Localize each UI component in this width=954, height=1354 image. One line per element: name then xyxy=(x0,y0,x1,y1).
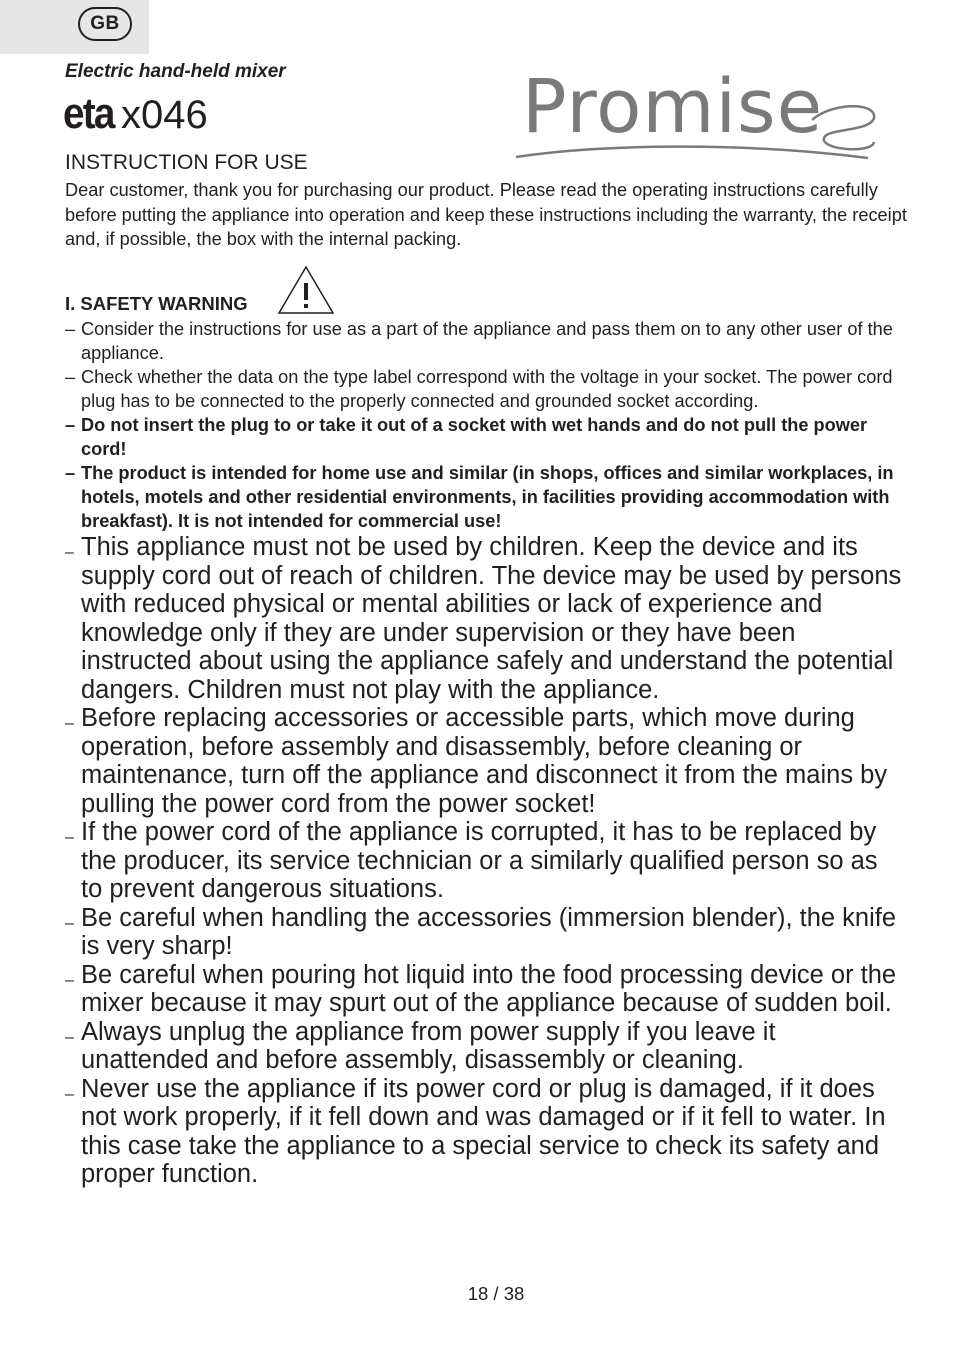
bullet-dash: – xyxy=(65,1085,74,1103)
bullet-dash: – xyxy=(65,463,76,483)
list-item-text: Before replacing accessories or accessible parts, which move during operation, before assembly and disassembly, before cleaning or maintenance, turn off the appliance and disconnect it from the mains by pulling the power cord from the power socket! xyxy=(81,704,888,818)
list-item-text: The product is intended for home use and similar (in shops, offices and similar workplaces, in hotels, motels and other residential environments, in facilities providing accommodation with breakfast). It is not intended for commercial use! xyxy=(81,463,894,531)
list-item xyxy=(65,1075,905,1189)
bullet-dash: – xyxy=(65,415,76,435)
bullet-dash: – xyxy=(65,715,74,732)
list-item xyxy=(65,317,905,365)
language-badge: GB xyxy=(78,7,132,41)
list-item-text: Consider the instructions for use as a part of the appliance and pass them on to any other user of the appliance. xyxy=(81,319,893,363)
brand-name: eta xyxy=(63,89,114,138)
list-item-text: If the power cord of the appliance is corrupted, it has to be replaced by the producer, its service technician or a similarly qualified person so as to prevent dangerous situations. xyxy=(81,818,878,903)
page-number: 18 / 38 xyxy=(467,1283,525,1304)
list-item xyxy=(65,704,905,818)
list-item-text: This appliance must not be used by children. Keep the device and its supply cord out of reach of children. The device may be used by persons with reduced physical or mental abilities or lack of experience and knowledge only if they are under supervision or they have been instructed about using the appliance safely and understand the potential dangers. Children must not play with the appliance. xyxy=(81,533,902,704)
intro-paragraph: Dear customer, thank you for purchasing our product. Please read the operating instructions carefully before putting the appliance into operation and keep these instructions including the warranty, the receipt and, if possible, the box with the internal packing. xyxy=(65,180,907,249)
safety-list xyxy=(65,317,905,1189)
list-item-text: Check whether the data on the type label correspond with the voltage in your socket. The power cord plug has to be connected to the properly connected and grounded socket according. xyxy=(81,367,893,411)
bullet-dash: – xyxy=(65,544,74,561)
bullet-dash: – xyxy=(65,367,76,387)
list-item-text: Do not insert the plug to or take it out of a socket with wet hands and do not pull the power cord! xyxy=(81,415,868,459)
model-number: x046 xyxy=(121,93,208,137)
bullet-dash: – xyxy=(65,914,74,932)
safety-warning-title: I. SAFETY WARNING xyxy=(65,293,248,314)
bullet-dash: – xyxy=(65,319,76,339)
warning-triangle-icon xyxy=(277,265,335,315)
list-item xyxy=(65,1018,905,1075)
list-item-text: Always unplug the appliance from power supply if you leave it unattended and before assembly, disassembly or cleaning. xyxy=(81,1017,776,1074)
list-item xyxy=(65,818,905,904)
list-item xyxy=(65,365,905,413)
bullet-dash: – xyxy=(65,829,74,846)
list-item xyxy=(65,904,905,961)
list-item xyxy=(65,461,905,533)
bullet-dash: – xyxy=(65,1028,74,1046)
list-item xyxy=(65,961,905,1018)
bullet-dash: – xyxy=(65,971,74,989)
list-item xyxy=(65,413,905,461)
list-item-text: Be careful when handling the accessories (immersion blender), the knife is very sharp! xyxy=(81,903,897,960)
instructions-heading: INSTRUCTION FOR USE xyxy=(65,151,308,174)
list-item-text: Never use the appliance if its power cord or plug is damaged, if it does not work properly, if it fell down and was damaged or if it fell to water. In this case take the appliance to a special service to check its safety and proper function. xyxy=(81,1074,886,1188)
model-title xyxy=(63,88,208,150)
logo-text: Promise xyxy=(522,64,824,150)
product-subtitle: Electric hand-held mixer xyxy=(65,61,286,82)
list-item xyxy=(65,533,905,704)
logo-swoosh-icon xyxy=(512,62,882,172)
list-item-text: Be careful when pouring hot liquid into the food processing device or the mixer because it may spurt out of the appliance because of sudden boil. xyxy=(81,960,897,1017)
promise-logo xyxy=(512,62,882,172)
